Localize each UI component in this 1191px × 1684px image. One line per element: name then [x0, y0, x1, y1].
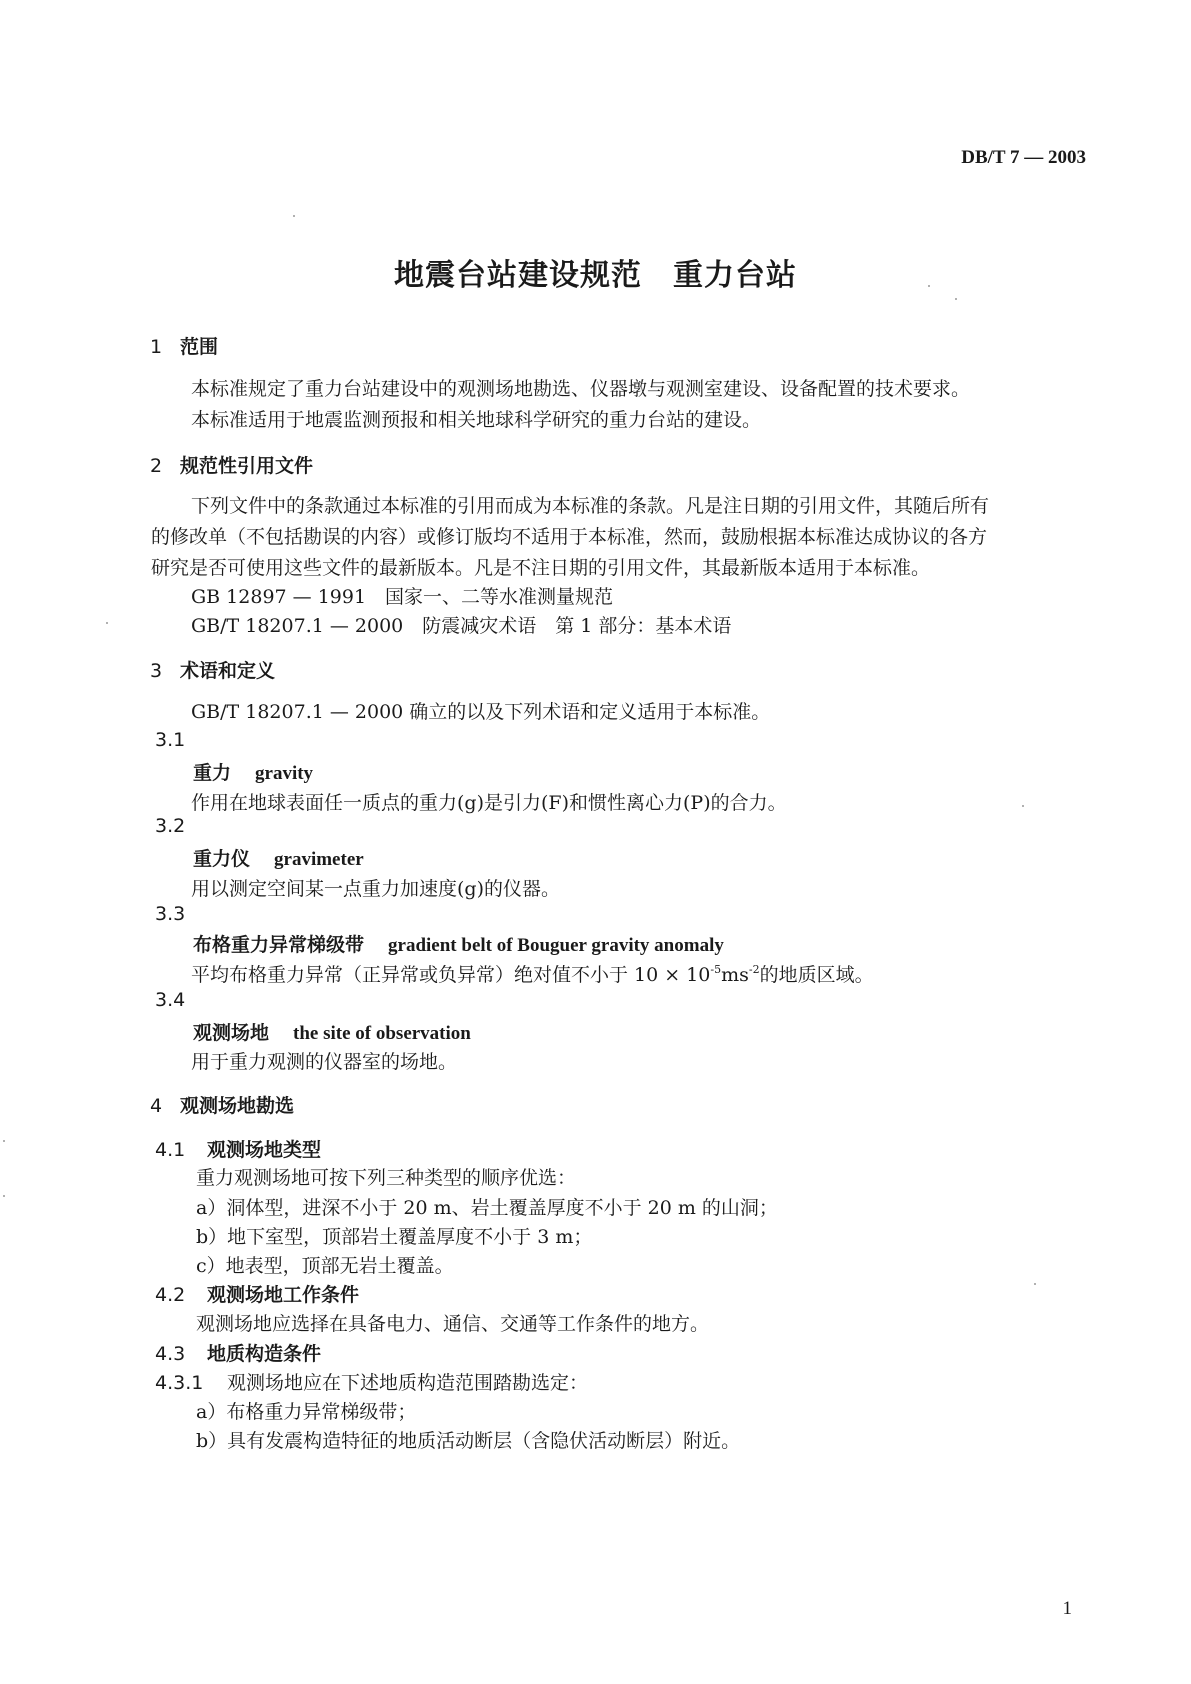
- section-number: 2: [150, 455, 163, 477]
- subsection-title: 观测场地工作条件: [207, 1284, 360, 1306]
- definition-text: 平均布格重力异常（正异常或负异常）绝对值不小于 10 × 10: [191, 964, 711, 986]
- exponent: -5: [710, 963, 722, 976]
- clause-text: 观测场地应在下述地质构造范围踏勘选定：: [227, 1372, 589, 1394]
- section-3-heading: [150, 656, 275, 683]
- term-definition: 用以测定空间某一点重力加速度(g)的仪器。: [191, 878, 560, 900]
- unit: ms: [721, 964, 749, 986]
- clause-number: 4.3.1: [155, 1372, 204, 1394]
- scan-speck: [293, 215, 295, 217]
- page-number: 1: [1062, 1598, 1072, 1619]
- term-english: gravity: [255, 763, 314, 784]
- subsection-number: 4.2: [155, 1284, 186, 1306]
- section-title: 规范性引用文件: [180, 455, 314, 477]
- section-number: 1: [150, 336, 163, 358]
- term-heading: [193, 930, 724, 957]
- term-number: 3.1: [155, 729, 186, 751]
- reference-item: GB 12897 — 1991 国家一、二等水准测量规范: [191, 586, 614, 608]
- definition-text: 的地质区域。: [759, 964, 874, 986]
- scan-speck: [1034, 1283, 1036, 1285]
- section-4-heading: [150, 1091, 294, 1118]
- section-title: 范围: [180, 336, 219, 358]
- paragraph-line: 研究是否可使用这些文件的最新版本。凡是不注日期的引用文件，其最新版本适用于本标准。: [151, 557, 931, 579]
- subsection-title: 观测场地类型: [207, 1139, 322, 1161]
- section-1-heading: [150, 332, 218, 359]
- section-2-heading: [150, 451, 313, 478]
- subsection-4-1-heading: [155, 1135, 321, 1162]
- list-item: a）洞体型，进深不小于 20 m、岩土覆盖厚度不小于 20 m 的山洞；: [196, 1197, 778, 1219]
- term-english: gravimeter: [274, 849, 364, 870]
- paragraph: 重力观测场地可按下列三种类型的顺序优选：: [196, 1167, 577, 1189]
- term-number: 3.3: [155, 903, 186, 925]
- term-definition: 用于重力观测的仪器室的场地。: [191, 1051, 458, 1073]
- document-number: DB/T 7 — 2003: [961, 147, 1086, 168]
- subsection-number: 4.3: [155, 1343, 186, 1365]
- scan-speck: [928, 285, 930, 287]
- list-item: b）地下室型，顶部岩土覆盖厚度不小于 3 m；: [196, 1226, 593, 1248]
- section-number: 3: [150, 660, 163, 682]
- scan-speck: [106, 622, 108, 624]
- term-heading: [193, 758, 313, 785]
- paragraph: 观测场地应选择在具备电力、通信、交通等工作条件的地方。: [196, 1313, 710, 1335]
- term-english: gradient belt of Bouguer gravity anomaly: [388, 935, 724, 956]
- term-heading: [193, 844, 364, 871]
- term-definition: 作用在地球表面任一质点的重力(g)是引力(F)和惯性离心力(P)的合力。: [191, 792, 787, 814]
- paragraph: 本标准适用于地震监测预报和相关地球科学研究的重力台站的建设。: [191, 409, 762, 431]
- term-english: the site of observation: [293, 1023, 471, 1044]
- term-number: 3.4: [155, 989, 186, 1011]
- term-number: 3.2: [155, 815, 186, 837]
- term-chinese: 重力仪: [193, 848, 251, 870]
- section-title: 术语和定义: [180, 660, 276, 682]
- exponent: -2: [748, 963, 760, 976]
- subsection-4-2-heading: [155, 1280, 359, 1307]
- scan-speck: [3, 1195, 5, 1197]
- scan-speck: [1022, 805, 1024, 807]
- subsection-number: 4.1: [155, 1139, 186, 1161]
- paragraph-line: 的修改单（不包括勘误的内容）或修订版均不适用于本标准，然而，鼓励根据本标准达成协议的各方: [151, 526, 988, 548]
- list-item: c）地表型，顶部无岩土覆盖。: [196, 1255, 454, 1277]
- section-number: 4: [150, 1095, 163, 1117]
- term-chinese: 观测场地: [193, 1022, 270, 1044]
- scan-speck: [955, 298, 957, 300]
- term-definition: [191, 960, 874, 987]
- term-heading: [193, 1018, 471, 1045]
- scan-speck: [3, 1140, 5, 1142]
- subsection-title: 地质构造条件: [207, 1343, 322, 1365]
- paragraph: GB/T 18207.1 — 2000 确立的以及下列术语和定义适用于本标准。: [191, 701, 771, 723]
- document-title: 地震台站建设规范 重力台站: [394, 258, 797, 293]
- term-chinese: 布格重力异常梯级带: [193, 934, 365, 956]
- term-chinese: 重力: [193, 762, 232, 784]
- paragraph: 本标准规定了重力台站建设中的观测场地勘选、仪器墩与观测室建设、设备配置的技术要求。: [191, 378, 971, 400]
- list-item: a）布格重力异常梯级带；: [196, 1401, 417, 1423]
- reference-item: GB/T 18207.1 — 2000 防震减灾术语 第 1 部分：基本术语: [191, 615, 732, 637]
- subsection-4-3-heading: [155, 1339, 321, 1366]
- section-title: 观测场地勘选: [180, 1095, 295, 1117]
- paragraph-line: 下列文件中的条款通过本标准的引用而成为本标准的条款。凡是注日期的引用文件，其随后所有: [191, 495, 990, 517]
- list-item: b）具有发震构造特征的地质活动断层（含隐伏活动断层）附近。: [196, 1430, 741, 1452]
- clause-4-3-1: [155, 1368, 588, 1395]
